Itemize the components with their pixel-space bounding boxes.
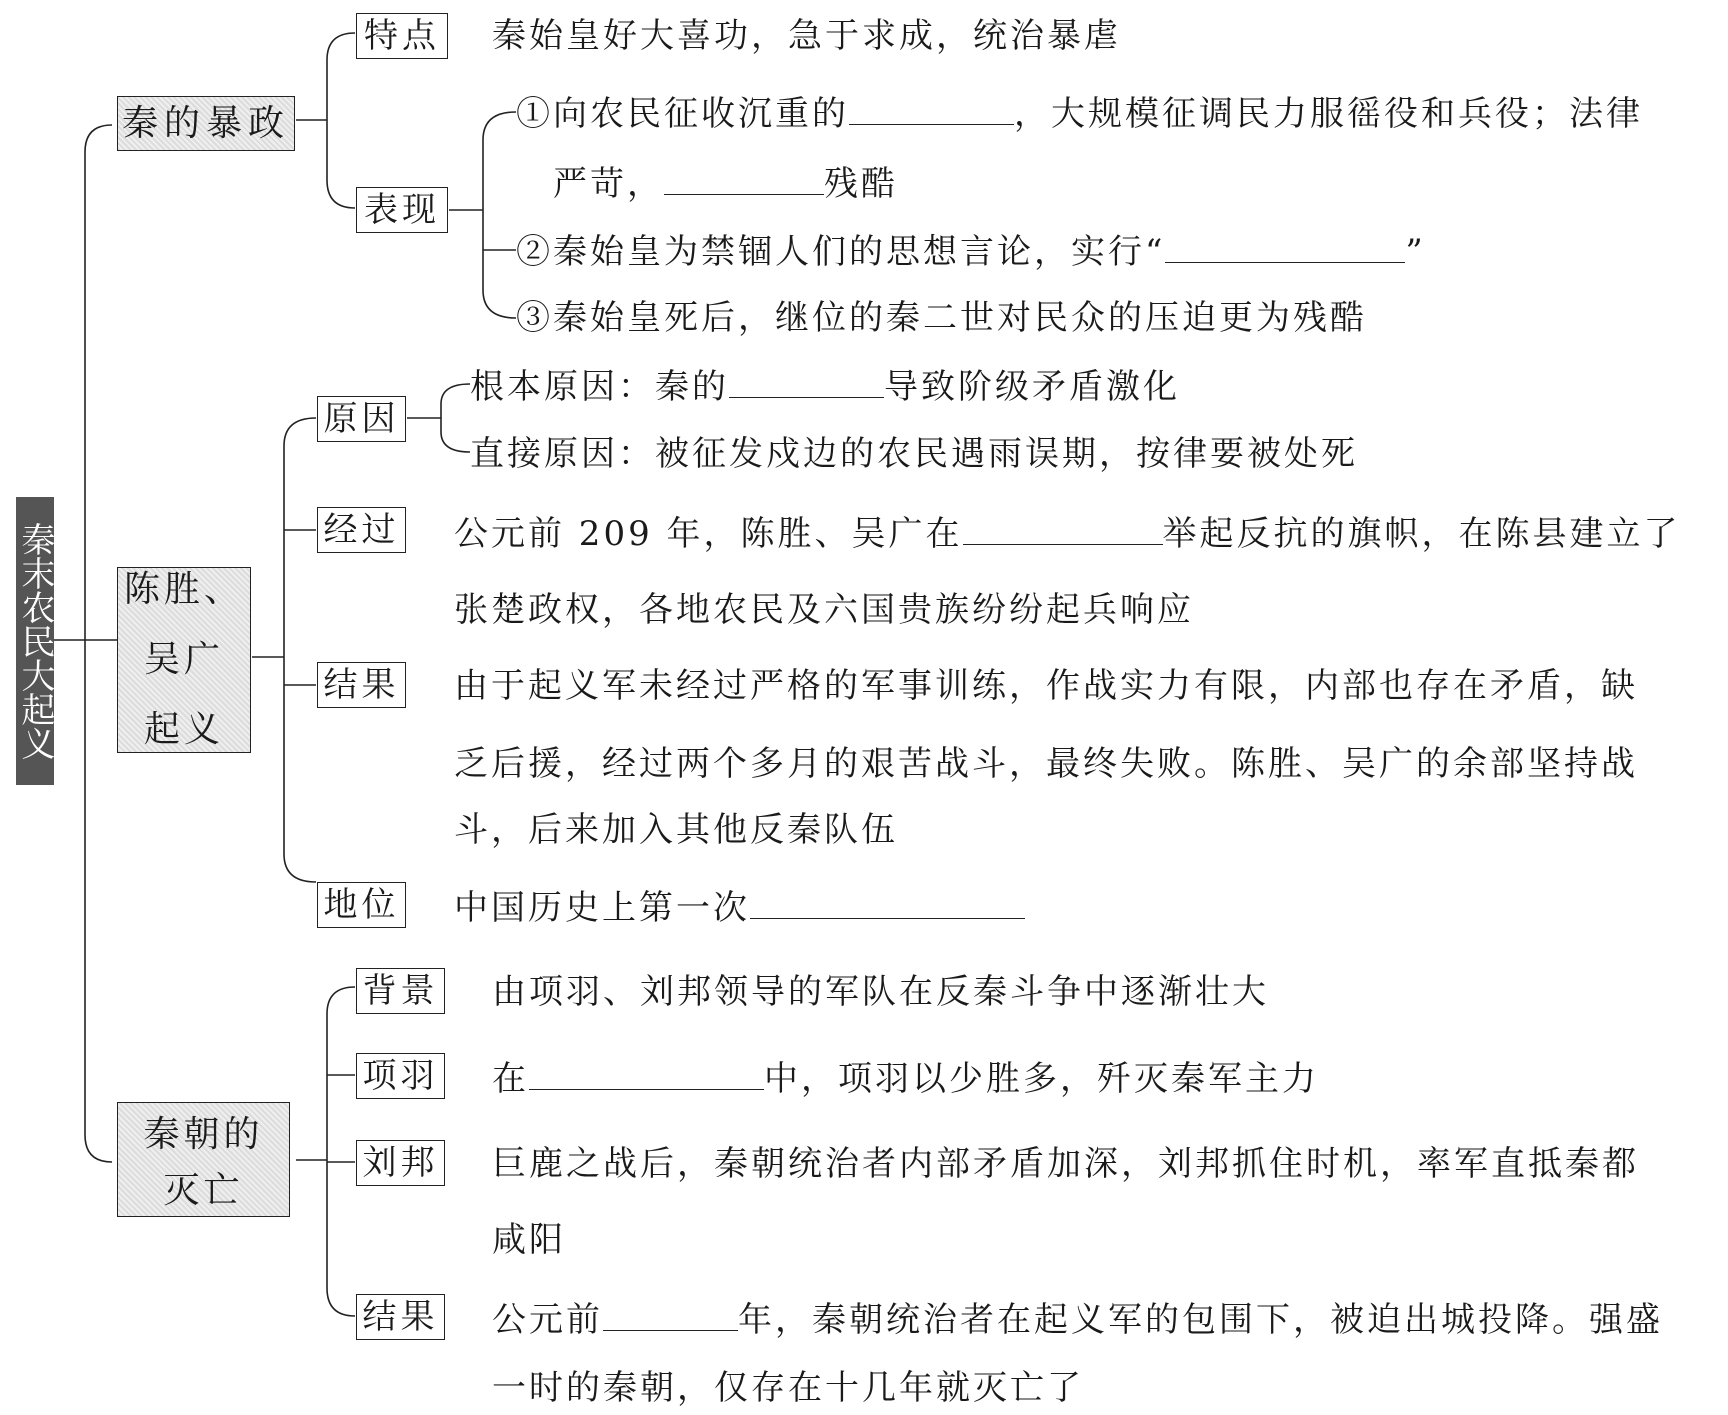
branch-qiyi: 陈胜、 吴广 起义	[117, 567, 251, 753]
text-tedian: 秦始皇好大喜功，急于求成，统治暴虐	[492, 16, 1121, 56]
label-biaoxian: 表现	[356, 187, 448, 233]
blank-6	[750, 886, 1025, 919]
text-diwei: 中国历史上第一次	[454, 886, 1025, 928]
text-xiangyu: 在 中，项羽以少胜多，歼灭秦军主力	[492, 1059, 1319, 1099]
text-biaoxian-1a: ①向农民征收沉重的 ，大规模征调民力服徭役和兵役；法律	[516, 94, 1643, 134]
label-diwei: 地位	[317, 882, 406, 928]
label-jingguo: 经过	[317, 507, 406, 553]
text-jingguo-1: 公元前 209 年，陈胜、吴广在 举起反抗的旗帜，在陈县建立了	[454, 514, 1681, 554]
text-biaoxian-3: ③秦始皇死后，继位的秦二世对民众的压迫更为残酷	[516, 298, 1367, 338]
label-tedian: 特点	[356, 13, 448, 59]
text-yuanyin-genben: 根本原因：秦的 导致阶级矛盾激化	[470, 367, 1180, 407]
blank-8	[603, 1298, 738, 1331]
branch-miewang: 秦朝的 灭亡	[117, 1102, 290, 1217]
text-miewang-jieguo-1: 公元前 年，秦朝统治者在起义军的包围下，被迫出城投降。强盛	[492, 1300, 1663, 1340]
text-yuanyin-zhijie: 直接原因：被征发戍边的农民遇雨误期，按律要被处死	[470, 434, 1358, 474]
label-beijing: 背景	[356, 968, 445, 1014]
text-qiyi-jieguo-2: 乏后援，经过两个多月的艰苦战斗，最终失败。陈胜、吴广的余部坚持战	[454, 744, 1638, 784]
label-liubang: 刘邦	[356, 1140, 445, 1186]
text-qiyi-jieguo-3: 斗，后来加入其他反秦队伍	[454, 810, 898, 850]
text-miewang-jieguo-2: 一时的秦朝，仅存在十几年就灭亡了	[492, 1368, 1084, 1408]
blank-3	[1165, 230, 1405, 263]
blank-5	[963, 512, 1163, 545]
branch-baozheng: 秦的暴政	[117, 96, 295, 151]
text-liubang-1: 巨鹿之战后，秦朝统治者内部矛盾加深，刘邦抓住时机，率军直抵秦都	[492, 1144, 1639, 1184]
text-biaoxian-1b: 严苛， 残酷	[553, 164, 898, 204]
text-jingguo-2: 张楚政权，各地农民及六国贵族纷纷起兵响应	[454, 590, 1194, 630]
blank-1	[849, 92, 1014, 125]
label-miewang-jieguo: 结果	[356, 1294, 445, 1340]
label-qiyi-jieguo: 结果	[317, 662, 406, 708]
root-topic: 秦末农民大起义	[16, 497, 54, 785]
text-beijing: 由项羽、刘邦领导的军队在反秦斗争中逐渐壮大	[492, 972, 1269, 1012]
label-xiangyu: 项羽	[356, 1053, 445, 1099]
text-liubang-2: 咸阳	[492, 1220, 566, 1260]
blank-2	[664, 162, 824, 195]
label-yuanyin: 原因	[317, 396, 406, 442]
text-qiyi-jieguo-1: 由于起义军未经过严格的军事训练，作战实力有限，内部也存在矛盾，缺	[454, 666, 1638, 706]
text-biaoxian-2: ②秦始皇为禁锢人们的思想言论，实行“ ”	[516, 232, 1426, 272]
blank-7	[529, 1057, 764, 1090]
blank-4	[729, 365, 884, 398]
